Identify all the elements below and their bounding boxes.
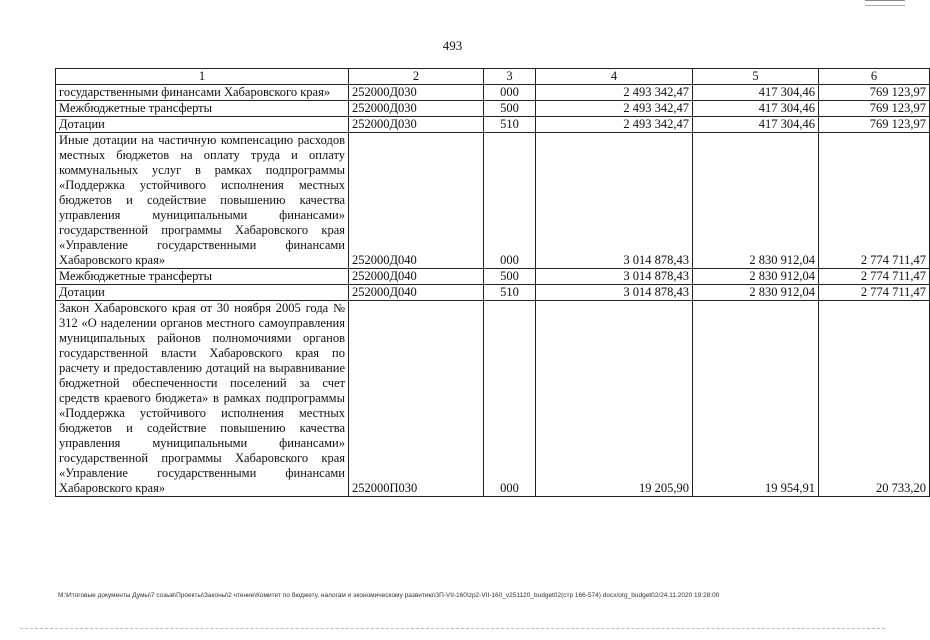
table-row [56, 285, 930, 301]
amount-col-6: 769 123,97 [819, 117, 930, 133]
amount-col-4: 3 014 878,43 [536, 133, 693, 269]
footer-file-path: M:\Итоговые документы Думы\7 созыв\Проекты\Законы\2 чтение\Комитет по бюджету, налогам и экономическому развитию\ЗП-VII-160\zp2-VII-160_v251120_budget02(стр 166-574) docx/org_budget02/24.11.2020 19:28:00 [58, 592, 720, 599]
target-article-code: 252000Д030 [349, 101, 484, 117]
table-header-row [56, 69, 930, 85]
column-header-3: 3 [484, 69, 536, 85]
amount-col-6: 2 774 711,47 [819, 133, 930, 269]
column-header-5: 5 [693, 69, 819, 85]
amount-col-5: 417 304,46 [693, 85, 819, 101]
expense-type-code: 510 [484, 285, 536, 301]
amount-col-4: 3 014 878,43 [536, 269, 693, 285]
expense-type-code: 500 [484, 269, 536, 285]
amount-col-6: 769 123,97 [819, 101, 930, 117]
amount-col-5: 417 304,46 [693, 117, 819, 133]
row-description: Межбюджетные трансферты [56, 269, 349, 285]
target-article-code: 252000Д040 [349, 269, 484, 285]
amount-col-5: 417 304,46 [693, 101, 819, 117]
amount-col-6: 20 733,20 [819, 301, 930, 497]
expense-type-code: 500 [484, 101, 536, 117]
target-article-code: 252000Д030 [349, 85, 484, 101]
page-number: 493 [442, 38, 463, 53]
row-description: Закон Хабаровского края от 30 ноября 2005 года № 312 «О наделении органов местного самоуправления муниципальных районов полномочиями органов государственной власти Хабаровского края по расчету и предоставлению дотаций на выравнивание бюджетной обеспеченности поселений за счет средств краевого бюджета» в рамках подпрограммы «Поддержка устойчивого исполнения местных бюджетов и содействие повышению качества управления муниципальными финансами» государственной программы Хабаровского края «Управление государственными финансами Хабаровского края» [56, 301, 349, 497]
column-header-4: 4 [536, 69, 693, 85]
row-description: Межбюджетные трансферты [56, 101, 349, 117]
row-description: Дотации [56, 285, 349, 301]
table-row [56, 101, 930, 117]
table-row [56, 117, 930, 133]
amount-col-4: 2 493 342,47 [536, 85, 693, 101]
row-description: Дотации [56, 117, 349, 133]
row-description: государственными финансами Хабаровского края» [56, 85, 349, 101]
amount-col-5: 2 830 912,04 [693, 285, 819, 301]
expense-type-code: 000 [484, 133, 536, 269]
bottom-divider [20, 628, 885, 629]
amount-col-6: 2 774 711,47 [819, 269, 930, 285]
table-row [56, 133, 930, 269]
amount-col-5: 19 954,91 [693, 301, 819, 497]
target-article-code: 252000Д040 [349, 133, 484, 269]
expense-type-code: 000 [484, 85, 536, 101]
expense-type-code: 510 [484, 117, 536, 133]
target-article-code: 252000Д030 [349, 117, 484, 133]
table-row [56, 269, 930, 285]
amount-col-5: 2 830 912,04 [693, 133, 819, 269]
target-article-code: 252000Д040 [349, 285, 484, 301]
amount-col-6: 769 123,97 [819, 85, 930, 101]
amount-col-5: 2 830 912,04 [693, 269, 819, 285]
column-header-1: 1 [56, 69, 349, 85]
target-article-code: 252000П030 [349, 301, 484, 497]
column-header-6: 6 [819, 69, 930, 85]
amount-col-6: 2 774 711,47 [819, 285, 930, 301]
table-row [56, 85, 930, 101]
amount-col-4: 2 493 342,47 [536, 101, 693, 117]
column-header-2: 2 [349, 69, 484, 85]
table-row [56, 301, 930, 497]
amount-col-4: 19 205,90 [536, 301, 693, 497]
top-edge-mark [865, 0, 905, 6]
amount-col-4: 3 014 878,43 [536, 285, 693, 301]
row-description: Иные дотации на частичную компенсацию расходов местных бюджетов на оплату труда и оплату коммунальных услуг в рамках подпрограммы «Поддержка устойчивого исполнения местных бюджетов и содействие повышению качества управления муниципальными финансами» государственной программы Хабаровского края «Управление государственными финансами Хабаровского края» [56, 133, 349, 269]
amount-col-4: 2 493 342,47 [536, 117, 693, 133]
expense-type-code: 000 [484, 301, 536, 497]
budget-table [55, 68, 930, 497]
